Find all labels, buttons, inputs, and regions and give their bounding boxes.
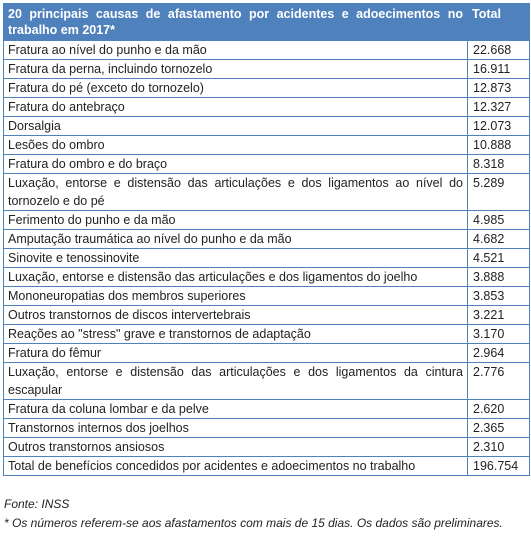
table-row [4,457,530,476]
table-row [4,363,530,400]
row-cause: Fratura do fêmur [4,344,468,363]
row-total: 3.888 [468,268,530,287]
row-cause: Ferimento do punho e da mão [4,211,468,230]
row-total: 12.073 [468,117,530,136]
table-row [4,400,530,419]
row-total: 16.911 [468,60,530,79]
header-cause: 20 principais causas de afastamento por acidentes e adoecimentos no trabalho em 2017* [4,4,468,41]
row-cause: Fratura do pé (exceto do tornozelo) [4,79,468,98]
table-row [4,174,530,211]
table-row [4,306,530,325]
table-row [4,268,530,287]
row-total: 5.289 [468,174,530,211]
row-total: 10.888 [468,136,530,155]
row-cause: Fratura do ombro e do braço [4,155,468,174]
row-cause: Amputação traumática ao nível do punho e da mão [4,230,468,249]
row-cause: Fratura do antebraço [4,98,468,117]
row-cause: Luxação, entorse e distensão das articulações e dos ligamentos ao nível do tornozelo e do pé [4,174,468,211]
table-row [4,419,530,438]
table-row [4,98,530,117]
table-row [4,344,530,363]
row-cause: Lesões do ombro [4,136,468,155]
row-total: 2.776 [468,363,530,400]
row-total: 2.365 [468,419,530,438]
row-cause: Reações ao "stress" grave e transtornos de adaptação [4,325,468,344]
table-row [4,230,530,249]
row-total: 12.873 [468,79,530,98]
row-total: 3.221 [468,306,530,325]
table-row [4,60,530,79]
table-row [4,155,530,174]
row-cause: Fratura ao nível do punho e da mão [4,41,468,60]
table-row [4,41,530,60]
table-row [4,117,530,136]
row-cause: Fratura da coluna lombar e da pelve [4,400,468,419]
row-cause: Total de benefícios concedidos por acidentes e adoecimentos no trabalho [4,457,468,476]
footnote: * Os números referem-se aos afastamentos com mais de 15 dias. Os dados são preliminares. [4,516,503,530]
table-row [4,249,530,268]
row-cause: Luxação, entorse e distensão das articulações e dos ligamentos da cintura escapular [4,363,468,400]
row-total: 3.170 [468,325,530,344]
row-cause: Outros transtornos de discos intervertebrais [4,306,468,325]
row-total: 2.310 [468,438,530,457]
row-total: 3.853 [468,287,530,306]
table-row [4,79,530,98]
table-header-row [4,4,530,41]
row-cause: Luxação, entorse e distensão das articulações e dos ligamentos do joelho [4,268,468,287]
row-cause: Fratura da perna, incluindo tornozelo [4,60,468,79]
row-cause: Dorsalgia [4,117,468,136]
header-total: Total [468,4,530,41]
row-total: 2.964 [468,344,530,363]
row-total: 4.682 [468,230,530,249]
row-total: 196.754 [468,457,530,476]
table-row [4,325,530,344]
notes [4,496,526,532]
row-total: 4.985 [468,211,530,230]
row-cause: Transtornos internos dos joelhos [4,419,468,438]
table-row [4,136,530,155]
row-total: 2.620 [468,400,530,419]
table-row [4,211,530,230]
row-total: 8.318 [468,155,530,174]
row-total: 22.668 [468,41,530,60]
source-note: Fonte: INSS [4,497,70,511]
row-total: 12.327 [468,98,530,117]
table-body [4,41,530,476]
row-cause: Outros transtornos ansiosos [4,438,468,457]
row-cause: Mononeuropatias dos membros superiores [4,287,468,306]
table-row [4,438,530,457]
causes-table [3,3,530,476]
row-cause: Sinovite e tenossinovite [4,249,468,268]
row-total: 4.521 [468,249,530,268]
table-row [4,287,530,306]
